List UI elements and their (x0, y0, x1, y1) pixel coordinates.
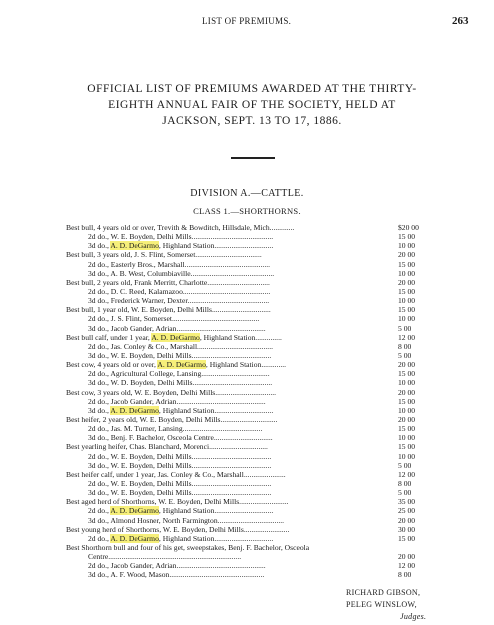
entry-text (88, 424, 390, 433)
premium-entry (66, 241, 446, 250)
premium-entry (66, 543, 446, 552)
entry-text-pre: 3d do., Jacob Gander, Adrian............................................... (88, 323, 266, 333)
premium-entry (66, 260, 446, 269)
premium-entry (66, 305, 446, 314)
premium-entry (66, 552, 446, 561)
entry-amount: 10 00 (398, 451, 416, 461)
entry-amount: 20 00 (398, 414, 416, 424)
premium-entry (66, 333, 446, 342)
entry-amount: 10 00 (398, 241, 416, 251)
entry-amount: 15 00 (398, 305, 416, 315)
entry-text (66, 333, 390, 342)
entry-amount: 8 00 (398, 570, 412, 580)
entry-text (88, 378, 390, 387)
premium-entry (66, 415, 446, 424)
entry-text (88, 369, 390, 378)
entry-text-post: , Highland Station............................... (158, 533, 274, 543)
premium-entry (66, 360, 446, 369)
entry-text (66, 543, 390, 552)
entry-text (88, 461, 390, 470)
entry-text-pre: 3d do., A. B. West, Columbiaville............................................ (88, 268, 275, 278)
entry-text (66, 305, 390, 314)
entry-text (88, 452, 390, 461)
entry-text (88, 561, 390, 570)
premium-entry (66, 287, 446, 296)
judge-name-2: PELEG WINSLOW, (346, 600, 417, 609)
entry-text (66, 360, 390, 369)
entry-amount: 25 00 (398, 506, 416, 516)
entry-text-pre: Best bull, 4 years old or over, Trevith & Bowditch, Hillsdale, Mich............. (66, 223, 295, 232)
entry-text (88, 516, 390, 525)
entry-text (88, 433, 390, 442)
entry-text-pre: 3d do., W. E. Boyden, Delhi Mills.......................................... (88, 488, 272, 498)
entry-text (66, 278, 390, 287)
highlighted-name: A. D. DeGarmo (110, 506, 159, 516)
entry-text-pre: Best yearling heifer, Chas. Blanchard, Morenci............................... (66, 442, 268, 452)
entry-text (88, 296, 390, 305)
entry-text-pre: Best Shorthorn bull and four of his get, sweepstakes, Benj. F. Bachelor, Osceola (66, 542, 310, 552)
entry-text (88, 479, 390, 488)
entry-text-pre: 3d do., W. D. Boyden, Delhi Mills.......................................... (88, 378, 273, 388)
entry-text (66, 470, 390, 479)
premium-entry (66, 561, 446, 570)
entry-text-post: , Highland Station............. (205, 360, 287, 370)
entry-text-pre: 2d do., W. E. Boyden, Delhi Mills.......................................... (88, 478, 272, 488)
premium-entry (66, 388, 446, 397)
entry-amount: 15 00 (398, 286, 416, 296)
entry-amount: 35 00 (398, 497, 416, 507)
entry-text-pre: Best bull, 3 years old, J. S. Flint, Somerset................................... (66, 250, 262, 260)
entry-amount: 20 00 (398, 515, 416, 525)
judge-name-1: RICHARD GIBSON, (346, 588, 421, 597)
entry-text-pre: 3d do., Benj. F. Bachelor, Osceola Centre............................... (88, 433, 273, 443)
entry-text-pre: Best heifer, 2 years old, W. E. Boyden, Delhi Mills.............................. (66, 414, 278, 424)
highlighted-name: A. D. DeGarmo (151, 332, 200, 342)
entry-text (66, 525, 390, 534)
entry-text (66, 415, 390, 424)
page-number: 263 (452, 15, 469, 27)
premium-entry (66, 314, 446, 323)
division-heading: DIVISION A.—CATTLE. (190, 188, 304, 199)
premium-entry (66, 479, 446, 488)
premium-entry (66, 534, 446, 543)
entry-amount: 20 00 (398, 552, 416, 562)
entry-amount: 20 00 (398, 387, 416, 397)
entry-text-pre: Best bull calf, under 1 year, (66, 332, 152, 342)
entry-text-pre: 3d do., W. E. Boyden, Delhi Mills.......................................... (88, 460, 272, 470)
entry-amount: 5 00 (398, 488, 412, 498)
entry-text-post: , Highland Station.............. (199, 332, 282, 342)
running-header (0, 16, 494, 30)
entry-amount: 15 00 (398, 533, 416, 543)
entry-text-pre: 2d do., Jacob Gander, Adrian............................................... (88, 561, 266, 571)
judges-label: Judges. (400, 612, 427, 621)
entry-text-pre: 2d do., J. S. Flint, Somerset.............................................. (88, 314, 260, 324)
entry-amount: 10 00 (398, 378, 416, 388)
entry-amount: 10 00 (398, 314, 416, 324)
premium-entry (66, 269, 446, 278)
running-title: LIST OF PREMIUMS. (202, 16, 292, 26)
premium-entry (66, 442, 446, 451)
entry-text-pre: 2d do., Jas. Conley & Co., Marshall........................................ (88, 341, 273, 351)
premium-entry (66, 369, 446, 378)
premium-entry (66, 452, 446, 461)
entry-text-pre: Best bull, 2 years old, Frank Merritt, Charlotte................................. (66, 277, 270, 287)
entry-amount: 30 00 (398, 524, 416, 534)
entry-amount: 15 00 (398, 396, 416, 406)
entry-text (66, 442, 390, 451)
title-line-1: OFFICIAL LIST OF PREMIUMS AWARDED AT THE THIRTY- (87, 83, 417, 95)
entry-text-pre: 2d do., Easterly Bros., Marshall............................................. (88, 259, 271, 269)
entry-amount: 5 00 (398, 350, 412, 360)
entry-text-pre: 2d do., (88, 506, 111, 516)
entry-text (88, 241, 390, 250)
entry-text-pre: 2d do., Agricultural College, Lansing.................................... (88, 369, 270, 379)
entry-text (88, 488, 390, 497)
entry-text-post: , Highland Station............................... (158, 241, 274, 251)
highlighted-name: A. D. DeGarmo (157, 360, 206, 370)
premium-entry (66, 232, 446, 241)
entry-amount: 12 00 (398, 332, 416, 342)
entry-text (88, 260, 390, 269)
entry-text-pre: 2d do., (88, 533, 111, 543)
entry-text (88, 269, 390, 278)
title-line-3: JACKSON, SEPT. 13 TO 17, 1886. (162, 115, 342, 127)
entry-text-pre: 2d do., Jas. M. Turner, Lansing.......................................... (88, 424, 263, 434)
entry-text-pre: Best heifer calf, under 1 year, Jas. Conley & Co., Marshall...................... (66, 469, 286, 479)
title-line-2: EIGHTH ANNUAL FAIR OF THE SOCIETY, HELD AT (108, 99, 396, 111)
class-heading: CLASS 1.—SHORTHORNS. (193, 206, 301, 216)
premium-entry (66, 470, 446, 479)
entry-text-post: , Highland Station............................... (158, 405, 274, 415)
entry-amount: 15 00 (398, 232, 416, 242)
premium-entry (66, 461, 446, 470)
entry-text (88, 506, 390, 515)
entry-text-pre: 3d do., W. E. Boyden, Delhi Mills.......................................... (88, 350, 272, 360)
entry-text (88, 552, 390, 561)
premium-entry (66, 278, 446, 287)
highlighted-name: A. D. DeGarmo (110, 405, 159, 415)
entry-amount: 12 00 (398, 469, 416, 479)
entry-text-pre: 3d do., A. F. Wood, Mason.................................................. (88, 570, 265, 580)
entry-text-pre: Best young herd of Shorthorns, W. E. Boyden, Delhi Mills........................ (66, 524, 290, 534)
entry-amount: 15 00 (398, 442, 416, 452)
premium-entry (66, 488, 446, 497)
entry-amount: 10 00 (398, 405, 416, 415)
entry-amount: 10 00 (398, 296, 416, 306)
entry-text (88, 351, 390, 360)
premium-entry (66, 433, 446, 442)
premium-entry (66, 324, 446, 333)
entry-text (66, 250, 390, 259)
premium-entry (66, 223, 446, 232)
premium-entry (66, 516, 446, 525)
entry-text-pre: Centre...................................................................... (88, 552, 242, 562)
entry-amount: 8 00 (398, 341, 412, 351)
highlighted-name: A. D. DeGarmo (110, 241, 159, 251)
entry-text (88, 287, 390, 296)
entry-text (88, 570, 390, 579)
entry-amount: 8 00 (398, 478, 412, 488)
entry-amount: 20 00 (398, 277, 416, 287)
entry-text (88, 397, 390, 406)
entry-text-pre: 2d do., W. E. Boyden, Delhi Mills.......................................... (88, 451, 272, 461)
premium-entry (66, 378, 446, 387)
entry-text (88, 534, 390, 543)
premium-entry (66, 525, 446, 534)
entry-amount: 20 00 (398, 360, 416, 370)
premium-entry (66, 296, 446, 305)
entry-text-pre: Best aged herd of Shorthorns, W. E. Boyden, Delhi Mills.......................... (66, 497, 289, 507)
entry-amount: 10 00 (398, 433, 416, 443)
entry-text-pre: 2d do., D. C. Reed, Kalamazoo.............................................. (88, 286, 271, 296)
premium-entry (66, 506, 446, 515)
entry-text-pre: Best bull, 1 year old, W. E. Boyden, Delhi Mills............................... (66, 305, 271, 315)
entry-amount: 5 00 (398, 323, 412, 333)
entry-text (88, 232, 390, 241)
entry-text (88, 314, 390, 323)
entry-text (88, 324, 390, 333)
entry-amount: 10 00 (398, 268, 416, 278)
premium-entry (66, 342, 446, 351)
entry-text-post: , Highland Station............................... (158, 506, 274, 516)
premium-entry (66, 497, 446, 506)
entry-text-pre: 3d do., Almond Hosner, North Farmington................................... (88, 515, 285, 525)
premium-entry (66, 250, 446, 259)
highlighted-name: A. D. DeGarmo (110, 533, 159, 543)
entry-amount: 15 00 (398, 424, 416, 434)
entry-amount: 5 00 (398, 460, 412, 470)
entry-amount: 15 00 (398, 369, 416, 379)
entry-text-pre: 2d do., W. E. Boyden, Delhi Mills........................................... (88, 232, 274, 242)
entry-text (66, 497, 390, 506)
premium-list (66, 223, 446, 579)
entry-text (88, 406, 390, 415)
premium-entry (66, 351, 446, 360)
entry-text-pre: 3d do., (88, 405, 111, 415)
entry-text-pre: Best cow, 3 years old, W. E. Boyden, Delhi Mills................................ (66, 387, 277, 397)
entry-amount: 12 00 (398, 561, 416, 571)
entry-text (66, 223, 390, 232)
section-divider (231, 157, 275, 159)
entry-text-pre: 3d do., Frederick Warner, Dexter........................................... (88, 296, 270, 306)
premium-entry (66, 570, 446, 579)
entry-text (66, 388, 390, 397)
entry-amount: $20 00 (398, 223, 419, 232)
entry-text-pre: 3d do., (88, 241, 111, 251)
entry-text-pre: 2d do., Jacob Gander, Adrian............................................... (88, 396, 266, 406)
entry-amount: 15 00 (398, 259, 416, 269)
entry-amount: 20 00 (398, 250, 416, 260)
premium-entry (66, 406, 446, 415)
entry-text (88, 342, 390, 351)
document-title (40, 81, 464, 129)
entry-text-pre: Best cow, 4 years old or over, (66, 360, 158, 370)
premium-entry (66, 424, 446, 433)
premium-entry (66, 397, 446, 406)
